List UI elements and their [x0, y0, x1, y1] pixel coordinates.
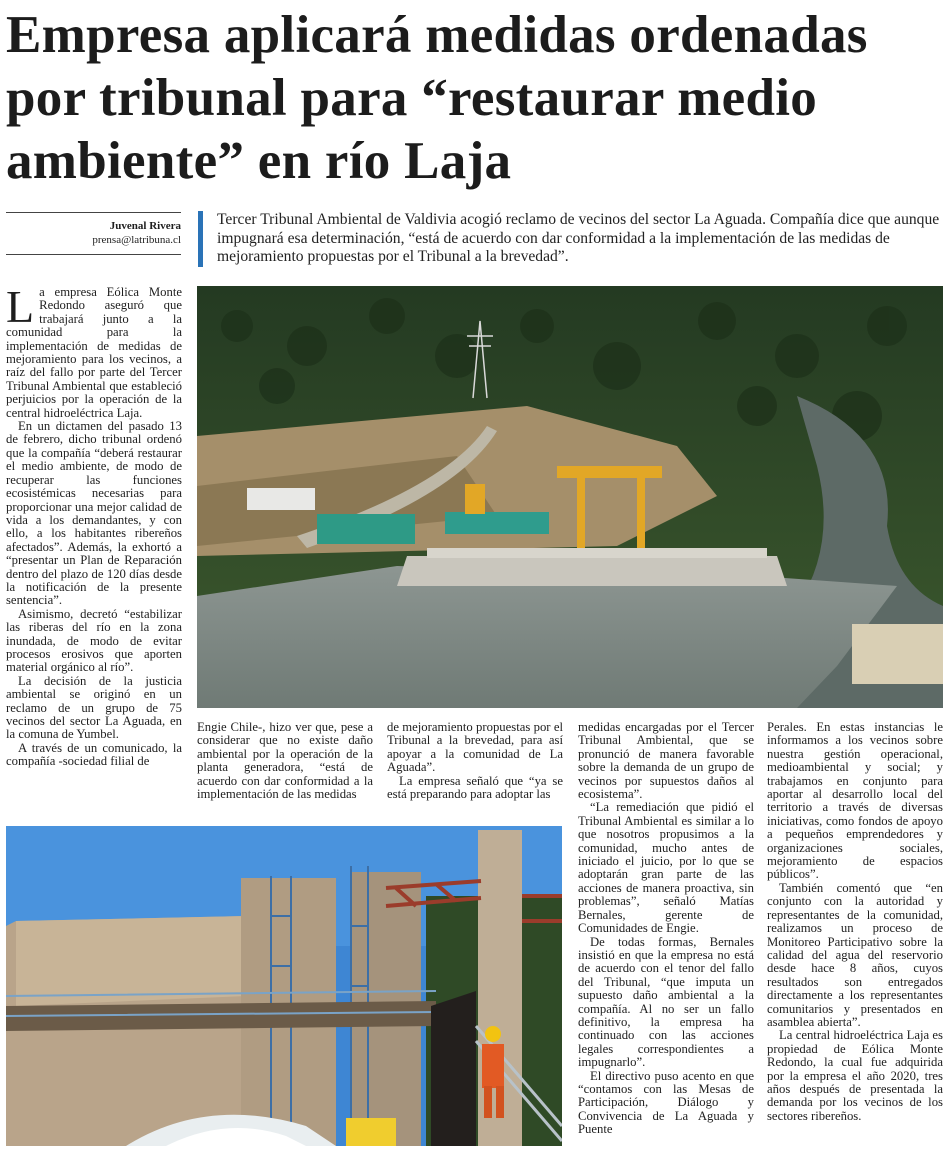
article-paragraph: La empresa señaló que “ya se está preparando para adoptar las — [387, 773, 563, 802]
article-column-1 — [6, 281, 182, 769]
headline-line2-regular: por tribunal para — [6, 69, 422, 127]
headline — [6, 4, 936, 193]
headline-line3-bold: ambiente — [6, 132, 218, 190]
article-paragraph: Engie Chile-, hizo ver que, pese a considerar que no existe daño ambiental por la operación de la planta generadora, “está de acuerdo con dar conformidad a la implementación de las medidas — [197, 720, 373, 802]
article-paragraph: medidas encargadas por el Tercer Tribunal Ambiental, que se pronunció de manera favorable sobre la demanda de un grupo de vecinos por supuestos daños al ecosistema”. — [578, 720, 754, 802]
article-paragraph: A través de un comunicado, la compañía -sociedad filial de — [6, 740, 182, 769]
headline-line3-regular: ” en río Laja — [217, 132, 512, 190]
article-paragraph: De todas formas, Bernales insistió en que la empresa no está de acuerdo con el tenor del fallo del Tribunal, “que imputa un supuesto daño ambiental a la compañía. Al no ser un fallo definitivo, la empresa ha continuado con las acciones legales correspondientes a impugnarlo”. — [578, 934, 754, 1070]
headline-line2-bold: “restaurar medio — [421, 69, 818, 127]
article-paragraph: El directivo puso acento en que “contamos con las Mesas de Participación, Diálogo y Convivencia de La Aguada y Puente — [578, 1068, 754, 1137]
article-column-5 — [767, 721, 943, 1123]
article-column-2 — [197, 721, 373, 801]
byline — [6, 212, 181, 255]
dam-structure-photo — [6, 826, 562, 1146]
article-paragraph: La decisión de la justicia ambiental se originó en un reclamo de un grupo de 75 vecinos del sector La Aguada, en la comuna de Yumbel. — [6, 673, 182, 742]
headline-line1: Empresa aplicará medidas ordenadas — [6, 6, 868, 64]
article-paragraph: Asimismo, decretó “estabilizar las riberas del río en la zona inundada, de modo de evitar procesos erosivos que aporten material orgánico al río”. — [6, 606, 182, 675]
article-paragraph: “La remediación que pidió el Tribunal Ambiental es similar a lo que nosotros propusimos a la comunidad, mucho antes de iniciado el juicio, por lo que se adoptarán gran parte de las acciones de manera proactiva, sin problemas”, señaló Matías Bernales, gerente de Comunidades de Engie. — [578, 800, 754, 936]
article-column-3 — [387, 721, 563, 801]
drop-cap: L — [6, 281, 35, 332]
byline-author: Juvenal Rivera — [109, 220, 181, 232]
article-lead: Tercer Tribunal Ambiental de Valdivia acogió reclamo de vecinos del sector La Aguada. Compañía dice que aunque impugnará esa determinación, “está de acuerdo con dar conformidad a la implementación de las medidas de mejoramiento propuestas por el Tribunal a la brevedad”. — [198, 211, 950, 267]
paragraph-text: a empresa Eólica Monte Redondo aseguró que trabajará junto a la comunidad para la implementación de medidas de mejoramiento para los vecinos, a raíz del fallo por parte del Tercer Tribunal Ambiental que estableció perjuicios por la operación de la central hidroeléctrica Laja. — [6, 285, 182, 420]
article-paragraph: de mejoramiento propuestas por el Tribunal a la brevedad, para así apoyar a la comunidad de La Aguada”. — [387, 720, 563, 775]
dam-aerial-photo — [197, 286, 943, 708]
byline-email: prensa@latribuna.cl — [92, 234, 181, 246]
article-paragraph: Perales. En estas instancias le informamos a los vecinos sobre nuestra gestión operacional, medioambiental y social; y trabajamos en conjunto para aportar al desarrollo local del territorio a través de diversas iniciativas, como fondos de apoyo a pequeños emprendedores y organizaciones sociales, mejoramiento de espacios públicos”. — [767, 720, 943, 882]
article-paragraph: También comentó que “en conjunto con la autoridad y representantes de la comunidad, realizamos un proceso de Monitoreo Participativo sobre la calidad del agua del reservorio desde hace 8 años, cuyos resultados son entregados directamente a los representantes comunitarios y presentados en asamblea abierta”. — [767, 880, 943, 1029]
article-paragraph: La central hidroeléctrica Laja es propiedad de Eólica Monte Redondo, la cual fue adquirida por la empresa el año 2020, tres años después de presentada la demanda por los vecinos de los sectores ribereños. — [767, 1028, 943, 1123]
article-column-4 — [578, 721, 754, 1137]
article-paragraph: En un dictamen del pasado 13 de febrero, dicho tribunal ordenó que la compañía “deberá restaurar el medio ambiente, de modo de recuperar las funciones ecosistémicas necesarias para proporcionar una mejor calidad de vida a los demandantes, y con ello, a los habitantes ribereños afectados”. Además, la exhortó a “presentar un Plan de Reparación dentro del plazo de 120 días desde la notificación de la presente sentencia”. — [6, 419, 182, 608]
article-paragraph — [6, 281, 182, 420]
